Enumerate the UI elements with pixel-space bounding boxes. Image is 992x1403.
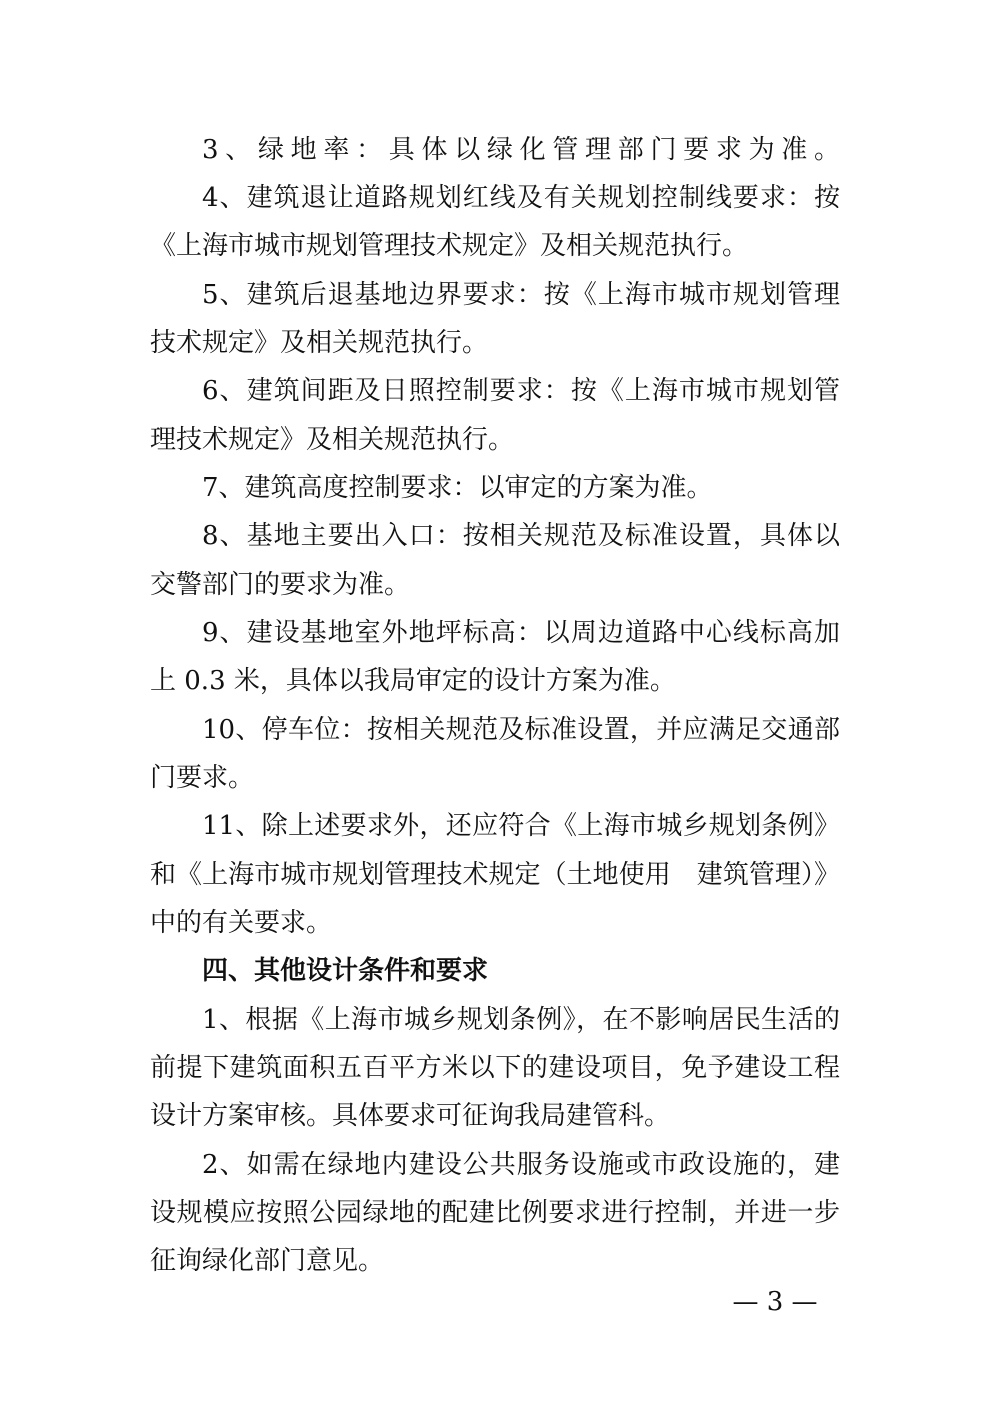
section-item-2-line-1: 2、如需在绿地内建设公共服务设施或市政设施的，建 [202, 1150, 840, 1180]
item-7-line-1: 7、建筑高度控制要求：以审定的方案为准。 [202, 473, 713, 503]
section-item-2-line-3: 征询绿化部门意见。 [150, 1246, 385, 1276]
item-9-line-1: 9、建设基地室外地坪标高：以周边道路中心线标高加 [202, 618, 840, 648]
item-4-line-2: 《上海市城市规划管理技术规定》及相关规范执行。 [150, 231, 749, 261]
item-8-line-1: 8、基地主要出入口：按相关规范及标准设置，具体以 [202, 521, 840, 551]
item-4-line-1: 4、建筑退让道路规划红线及有关规划控制线要求：按 [202, 183, 840, 213]
item-3-line-1: 3、绿地率：具体以绿化管理部门要求为准。 [202, 135, 840, 165]
item-11-line-2: 和《上海市城市规划管理技术规定（土地使用 建筑管理）》 [150, 860, 840, 890]
section-item-1-line-2: 前提下建筑面积五百平方米以下的建设项目，免予建设工程 [150, 1053, 840, 1083]
section-item-2-line-2: 设规模应按照公园绿地的配建比例要求进行控制，并进一步 [150, 1198, 840, 1228]
section-item-1-line-3: 设计方案审核。具体要求可征询我局建管科。 [150, 1101, 671, 1131]
section-item-1-line-1: 1、根据《上海市城乡规划条例》，在不影响居民生活的 [202, 1005, 840, 1035]
item-6-line-1: 6、建筑间距及日照控制要求：按《上海市城市规划管 [202, 376, 840, 406]
item-6-line-2: 理技术规定》及相关规范执行。 [150, 425, 515, 455]
item-10-line-1: 10、停车位：按相关规范及标准设置，并应满足交通部 [202, 715, 840, 745]
item-8-line-2: 交警部门的要求为准。 [150, 570, 411, 600]
section-heading: 四、其他设计条件和要求 [202, 956, 489, 986]
item-5-line-1: 5、建筑后退基地边界要求：按《上海市城市规划管理 [202, 280, 840, 310]
item-9-line-2: 上 0.3 米，具体以我局审定的设计方案为准。 [150, 666, 676, 696]
page-number: — 3 — [732, 1287, 818, 1317]
item-10-line-2: 门要求。 [150, 763, 255, 793]
item-5-line-2: 技术规定》及相关规范执行。 [150, 328, 489, 358]
item-11-line-1: 11、除上述要求外，还应符合《上海市城乡规划条例》 [202, 811, 840, 841]
item-11-line-3: 中的有关要求。 [150, 908, 333, 938]
